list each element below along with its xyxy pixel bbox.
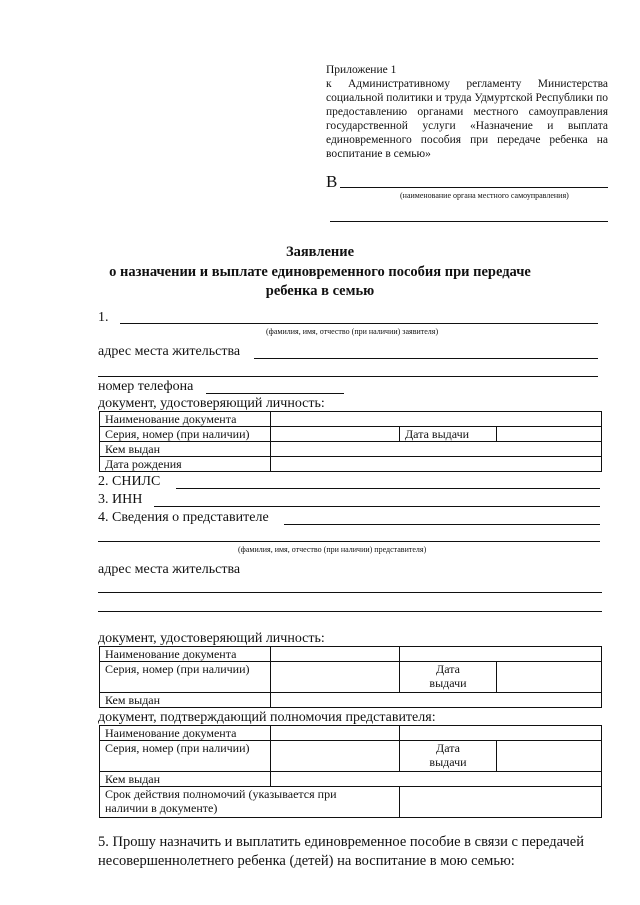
rep-series-label: Серия, номер (при наличии) bbox=[100, 662, 271, 693]
birth-date-cell[interactable] bbox=[271, 457, 602, 472]
rep-issued-by-cell[interactable] bbox=[271, 693, 602, 708]
series-cell[interactable] bbox=[271, 427, 400, 442]
rep-issue-date-word1: Дата bbox=[436, 662, 460, 676]
rep-address-line-1[interactable] bbox=[98, 592, 602, 593]
heading-line1: Заявление bbox=[285, 244, 355, 260]
rep-issue-date-cell[interactable] bbox=[497, 662, 602, 693]
rep-series-cell[interactable] bbox=[271, 662, 400, 693]
birth-date-label: Дата рождения bbox=[100, 457, 271, 472]
representative-line[interactable] bbox=[284, 524, 600, 525]
appendix-block bbox=[326, 63, 608, 161]
snils-line[interactable] bbox=[176, 488, 600, 489]
heading-line3: ребенка в семью bbox=[265, 283, 375, 299]
applicant-id-doc-label: документ, удостоверяющий личность: bbox=[98, 396, 325, 411]
request-line1: 5. Прошу назначить и выплатить единовременное пособие в связи с передачей bbox=[98, 834, 584, 850]
rep-issue-date-label bbox=[400, 662, 497, 693]
auth-doc-name-label: Наименование документа bbox=[100, 726, 271, 741]
appendix-title: Приложение 1 bbox=[326, 64, 397, 76]
applicant-address-line[interactable] bbox=[254, 358, 598, 359]
rep-address-line-2[interactable] bbox=[98, 611, 602, 612]
rep-id-doc-label: документ, удостоверяющий личность: bbox=[98, 631, 325, 646]
auth-issue-date-word1: Дата bbox=[436, 741, 460, 755]
applicant-phone-label: номер телефона bbox=[98, 379, 194, 394]
applicant-phone-line[interactable] bbox=[206, 393, 344, 394]
issue-date-cell[interactable] bbox=[497, 427, 602, 442]
inn-label: 3. ИНН bbox=[98, 492, 143, 507]
auth-validity-line2: наличии в документе) bbox=[105, 801, 218, 815]
applicant-name-line[interactable] bbox=[120, 323, 598, 324]
rep-doc-name-cell[interactable] bbox=[271, 647, 400, 662]
auth-validity-line1: Срок действия полномочий (указывается при bbox=[105, 787, 337, 801]
addressee-prefix: В bbox=[326, 172, 338, 191]
rep-name-caption: (фамилия, имя, отчество (при наличии) представителя) bbox=[238, 545, 427, 554]
request-line2: несовершеннолетнего ребенка (детей) на воспитание в мою семью: bbox=[98, 853, 515, 869]
auth-series-label: Серия, номер (при наличии) bbox=[100, 741, 271, 772]
series-label: Серия, номер (при наличии) bbox=[100, 427, 271, 442]
representative-label: 4. Сведения о представителе bbox=[98, 510, 269, 525]
appendix-text: к Административному регламенту Министерства социальной политики и труда Удмуртской Республики по предоставлению органами местного самоуправления государственной услуги «Назначение и выплата единовременного пособия при передаче ребенка на воспитание в семью» bbox=[326, 78, 608, 160]
auth-issued-by-cell[interactable] bbox=[271, 772, 602, 787]
auth-issued-by-label: Кем выдан bbox=[100, 772, 271, 787]
applicant-id-table bbox=[99, 411, 602, 472]
rep-name-line[interactable] bbox=[98, 541, 600, 542]
auth-issue-date-word2: выдачи bbox=[429, 755, 467, 769]
inn-line[interactable] bbox=[154, 506, 600, 507]
rep-id-table bbox=[99, 646, 602, 708]
snils-label: 2. СНИЛС bbox=[98, 474, 161, 489]
rep-issue-date-word2: выдачи bbox=[429, 676, 467, 690]
auth-series-cell[interactable] bbox=[271, 741, 400, 772]
heading-line2: о назначении и выплате единовременного пособия при передаче bbox=[109, 264, 531, 280]
auth-issue-date-cell[interactable] bbox=[497, 741, 602, 772]
issued-by-label: Кем выдан bbox=[100, 442, 271, 457]
rep-issued-by-label: Кем выдан bbox=[100, 693, 271, 708]
addressee-line[interactable] bbox=[340, 187, 608, 188]
issued-by-cell[interactable] bbox=[271, 442, 602, 457]
auth-doc-name-cell-2[interactable] bbox=[400, 726, 602, 741]
applicant-address-label: адрес места жительства bbox=[98, 344, 241, 359]
doc-name-cell[interactable] bbox=[271, 412, 602, 427]
rep-doc-name-label: Наименование документа bbox=[100, 647, 271, 662]
rep-doc-name-cell-2[interactable] bbox=[400, 647, 602, 662]
addressee-caption: (наименование органа местного самоуправления) bbox=[400, 191, 569, 200]
applicant-address-line-2[interactable] bbox=[98, 376, 598, 377]
addressee-line-2[interactable] bbox=[330, 221, 608, 222]
auth-issue-date-label bbox=[400, 741, 497, 772]
issue-date-label: Дата выдачи bbox=[400, 427, 497, 442]
doc-name-label: Наименование документа bbox=[100, 412, 271, 427]
applicant-num: 1. bbox=[98, 310, 109, 325]
rep-authority-table bbox=[99, 725, 602, 818]
auth-validity-label bbox=[100, 787, 400, 818]
applicant-name-caption: (фамилия, имя, отчество (при наличии) заявителя) bbox=[266, 327, 439, 336]
auth-validity-cell[interactable] bbox=[400, 787, 602, 818]
rep-address-label: адрес места жительства bbox=[98, 562, 241, 577]
auth-doc-name-cell[interactable] bbox=[271, 726, 400, 741]
rep-authority-label: документ, подтверждающий полномочия представителя: bbox=[98, 710, 436, 725]
